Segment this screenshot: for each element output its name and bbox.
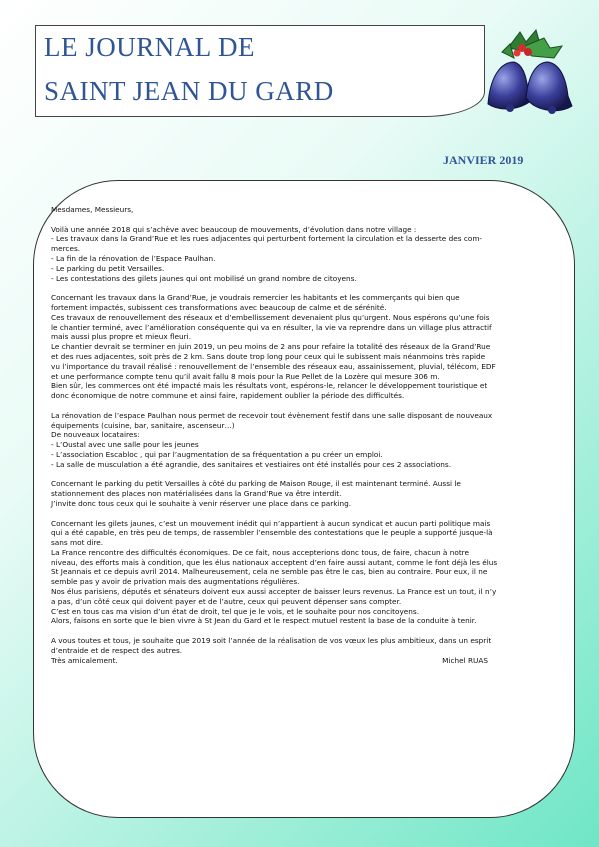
letter-line: mais aussi plus propre et mieux fleuri. bbox=[51, 332, 192, 342]
letter-line: Concernant les gilets jaunes, c’est un mouvement inédit qui n’appartient à aucun syndicat et aucun parti politique mais bbox=[51, 518, 491, 528]
paragraph-wishes bbox=[51, 636, 543, 656]
letter-line: A vous toutes et tous, je souhaite que 2019 soit l’année de la réalisation de vos vœux les plus ambitieux, dans un esprit bbox=[51, 636, 492, 646]
letter-line: Concernant le parking du petit Versailles à côté du parking de Maison Rouge, il est maintenant terminé. Aussi le bbox=[51, 479, 461, 489]
title-banner bbox=[35, 25, 485, 117]
letter-line: Concernant les travaux dans la Grand’Rue, je voudrais remercier les habitants et les commerçants qui bien que bbox=[51, 293, 460, 303]
letter-line: fortement impactés, subissent ces transformations avec beaucoup de calme et de sérénité. bbox=[51, 302, 387, 312]
letter-line: vu l’importance du travail réalisé : renouvellement de l’ensemble des réseaux eau, assainissement, pluvial, télécom, EDF bbox=[51, 361, 496, 371]
paragraph-gilets-jaunes bbox=[51, 519, 543, 627]
letter-line: - L’association Escabloc , qui par l’augmentation de sa fréquentation a pu créer un emploi. bbox=[51, 449, 383, 459]
signature: Michel RUAS bbox=[442, 655, 488, 665]
letter-line: - Les travaux dans la Grand’Rue et les rues adjacentes qui perturbent fortement la circulation et la desserte des com- bbox=[51, 234, 483, 244]
letter-line: a pas, d’un côté ceux qui doivent payer et de l’autre, ceux qui peuvent dépenser sans compter. bbox=[51, 596, 402, 606]
letter-line: équipements (cuisine, bar, sanitaire, ascenseur…) bbox=[51, 420, 235, 430]
letter-line: C’est en tous cas ma vision d’un état de droit, tel que je le vois, et le souhaite pour nos concitoyens. bbox=[51, 606, 420, 616]
letter-line: - La salle de musculation a été agrandie, des sanitaires et vestiaires ont été installés pour ces 2 associations. bbox=[51, 459, 452, 469]
letter-line: Voilà une année 2018 qui s’achève avec beaucoup de mouvements, d’évolution dans notre village : bbox=[51, 224, 417, 234]
letter-line: merces. bbox=[51, 244, 81, 254]
journal-title-line2: SAINT JEAN DU GARD bbox=[44, 76, 334, 106]
letter-line: donc économique de notre commune et ainsi faire, rapidement oublier la période des difficultés. bbox=[51, 391, 405, 401]
letter-line: - Les contestations des gilets jaunes qui ont mobilisé un grand nombre de citoyens. bbox=[51, 273, 357, 283]
letter-body bbox=[51, 205, 543, 665]
letter-line: Bien sûr, les commerces ont été impacté mais les résultats vont, espérons-le, relancer le développement touristique et bbox=[51, 381, 488, 391]
paragraph-espace-paulhan bbox=[51, 411, 543, 470]
letter-line: d’entraide et de respect des autres. bbox=[51, 645, 183, 655]
letter-line: le chantier terminé, avec l’amélioration conséquente qui va en résulter, la vie va reprendre dans un village plus attractif bbox=[51, 322, 492, 332]
letter-line: - Le parking du petit Versailles. bbox=[51, 263, 165, 273]
letter-line: Le chantier devrait se terminer en juin 2019, un peu moins de 2 ans pour refaire la totalité des réseaux de la Grand’Rue bbox=[51, 342, 491, 352]
christmas-bells-icon bbox=[470, 18, 575, 118]
closing: Très amicalement. bbox=[51, 655, 118, 665]
letter-line: De nouveaux locataires: bbox=[51, 430, 140, 440]
letter-line: - L’Oustal avec une salle pour les jeunes bbox=[51, 440, 199, 450]
letter-line: St Jeannais et ce depuis avril 2014. Malheureusement, cela ne semble pas être le cas, bien au contraire. Pour eux, il ne bbox=[51, 567, 488, 577]
letter-line: La rénovation de l’espace Paulhan nous permet de recevoir tout évènement festif dans une salle disposant de nouveaux bbox=[51, 410, 493, 420]
letter-line: La France rencontre des difficultés économiques. De ce fait, nous accepterions donc tous, de faire, chacun à notre bbox=[51, 547, 470, 557]
letter-line: qui a été capable, en très peu de temps, de rassembler l’ensemble des contestations que le peuple a supporté jusque-là bbox=[51, 528, 493, 538]
issue-date: JANVIER 2019 bbox=[443, 153, 524, 167]
paragraph-intro bbox=[51, 225, 543, 284]
letter-line: Alors, faisons en sorte que le bien vivre à St Jean du Gard et le respect mutuel restent la base de la conduite à tenir. bbox=[51, 616, 477, 626]
paragraph-grand-rue bbox=[51, 293, 543, 401]
letter-line: Ces travaux de renouvellement des réseaux et d’embellissement devenaient plus qu’urgent. Nous espérons qu’une fois bbox=[51, 312, 490, 322]
journal-title-line1: LE JOURNAL DE bbox=[44, 32, 255, 62]
letter-line: - La fin de la rénovation de l’Espace Paulhan. bbox=[51, 253, 216, 263]
letter-line: sans mot dire. bbox=[51, 538, 104, 548]
letter-line: niveau, des efforts mais à condition, que les élus nationaux acceptent d’en faire aussi autant, comme le font déjà les élus bbox=[51, 557, 498, 567]
letter-line: et une performance compte tenu qu’il avait fallu 8 mois pour la Rue Pellet de la Lozère qui mesure 306 m. bbox=[51, 371, 440, 381]
letter-line: stationnement des places non matérialisées dans la Grand’Rue va être interdit. bbox=[51, 489, 342, 499]
paragraph-parking bbox=[51, 479, 543, 508]
letter-line: Nos élus parisiens, députés et sénateurs doivent eux aussi accepter de baisser leurs revenus. La France est un tout, il n’y bbox=[51, 587, 497, 597]
letter-line: semble pas y avoir de privation mais des augmentations régulières. bbox=[51, 577, 300, 587]
letter-line: et des rues adjacentes, soit près de 2 km. Sans doute trop long pour ceux qui le subissent mais néanmoins très rapide bbox=[51, 351, 486, 361]
letter-line: J’invite donc tous ceux qui le souhaite à venir réserver une place dans ce parking. bbox=[51, 498, 352, 508]
greeting: Mesdames, Messieurs, bbox=[51, 205, 134, 214]
